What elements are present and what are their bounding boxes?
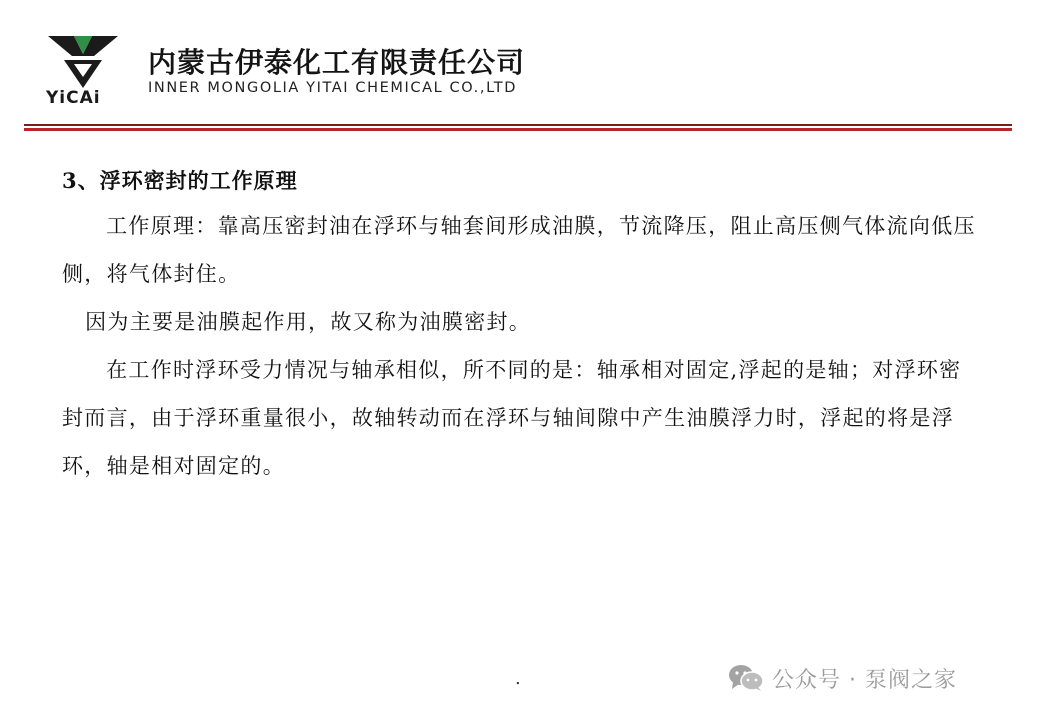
paragraph-floating-ring: 在工作时浮环受力情况与轴承相似，所不同的是：轴承相对固定,浮起的是轴；对浮环密封而言，由于浮环重量很小，故轴转动而在浮环与轴间隙中产生油膜浮力时，浮起的将是浮环，轴是相对固定的。 [62,358,962,478]
slide-content [62,160,982,490]
paragraph-oil-film-seal: 因为主要是油膜起作用，故又称为油膜密封。 [85,310,532,334]
header-divider-thick [24,128,1012,131]
company-name-cn: 内蒙古伊泰化工有限责任公司 [148,46,526,79]
watermark-text: 公众号 · 泵阀之家 [772,667,957,693]
section-heading: 3、浮环密封的工作原理 [62,168,298,193]
watermark [728,663,957,693]
company-name-en: INNER MONGOLIA YITAI CHEMICAL CO.,LTD [148,80,517,96]
logo-wordmark: YiCAi [46,88,101,108]
wechat-icon [728,664,764,692]
header-divider-thin [24,124,1012,126]
page-marker: . [515,668,521,689]
paragraph-working-principle: 工作原理：靠高压密封油在浮环与轴套间形成油膜，节流降压，阻止高压侧气体流向低压侧，将气体封住。 [62,214,976,286]
